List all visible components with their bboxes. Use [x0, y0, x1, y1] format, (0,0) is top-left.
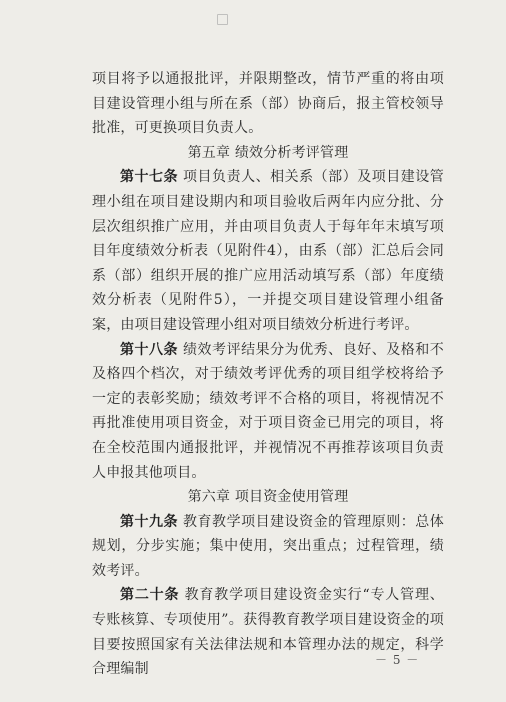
article-18: [92, 338, 444, 486]
chapter-heading-5: 第五章 绩效分析考评管理: [187, 144, 349, 161]
article-17: [92, 165, 444, 337]
article-19: [92, 510, 444, 584]
page-number: － 5 －: [375, 653, 420, 667]
article-label: 第十八条: [120, 341, 179, 358]
paragraph-continued: 项目将予以通报批评，并限期整改，情节严重的将由项目建设管理小组与所在系（部）协商后，报主管校领导批准，可更换项目负责人。: [92, 71, 444, 137]
article-label: 第二十条: [120, 587, 180, 604]
document-body: [92, 67, 444, 682]
article-label: 第十九条: [120, 513, 179, 530]
article-text: 教育教学项目建设资金实行“专人管理、专账核算、专项使用”。获得教育教学项目建设资金的项目要按照国家有关法律法规和本管理办法的规定，科学合理编制: [92, 587, 444, 678]
article-text: 教育教学项目建设资金的管理原则：总体规划，分步实施；集中使用，突出重点；过程管理，绩效考评。: [92, 513, 444, 579]
article-text: 项目负责人、相关系（部）及项目建设管理小组在项目建设期内和项目验收后两年内应分批、分层次组织推广应用，并由项目负责人于每年年末填写项目年度绩效分析表（见附件4），由系（部）汇总后会同系（部）组织开展的推广应用活动填写系（部）年度绩效分析表（见附件5），一并提交项目建设管理小组备案，由项目建设管理小组对项目绩效分析进行考评。: [92, 169, 444, 333]
scan-mark: [217, 14, 228, 25]
article-text: 绩效考评结果分为优秀、良好、及格和不及格四个档次，对于绩效考评优秀的项目组学校将给予一定的表彰奖励；绩效考评不合格的项目，将视情况不再批准使用项目资金，对于项目资金已用完的项目，将在全校范围内通报批评，并视情况不再推荐该项目负责人申报其他项目。: [92, 341, 444, 481]
article-label: 第十七条: [120, 169, 179, 186]
chapter-heading-6: 第六章 项目资金使用管理: [187, 489, 349, 506]
